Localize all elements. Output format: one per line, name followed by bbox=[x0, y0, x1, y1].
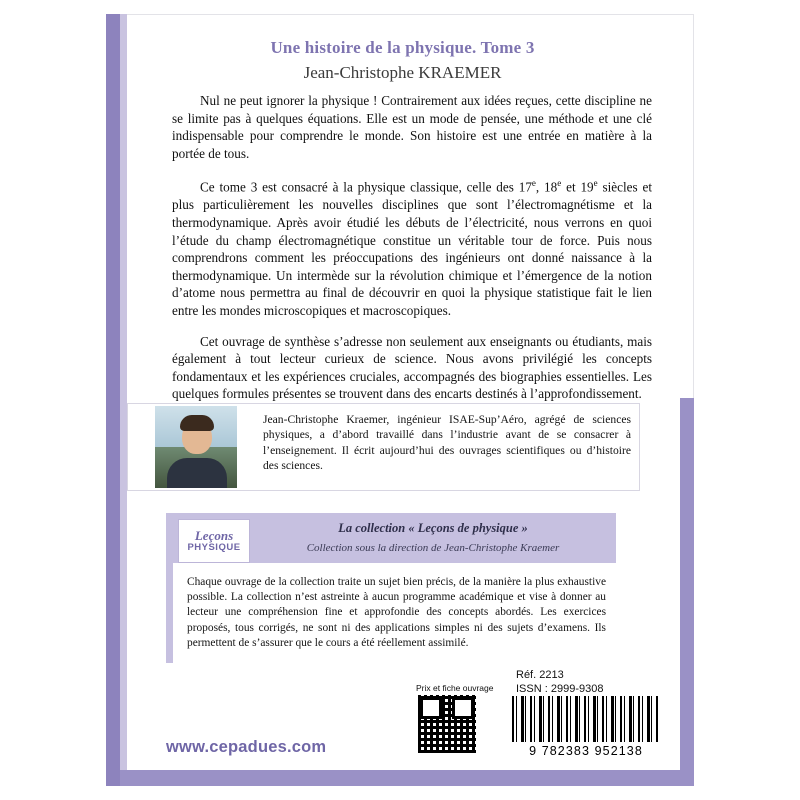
bottom-band bbox=[120, 770, 694, 786]
collection-logo-line1: Leçons bbox=[194, 528, 234, 544]
collection-subtitle: Collection sous la direction de Jean-Christophe Kraemer bbox=[306, 542, 560, 554]
collection-logo-line2: PHYSIQUE bbox=[187, 541, 241, 553]
barcode bbox=[512, 696, 658, 742]
author-bio-text: Jean-Christophe Kraemer, ingénieur ISAE-Sup’Aéro, agrégé de sciences physiques, a d’abord travaillé dans l’industrie avant de se consacrer à l’enseignement. Il écrit aujourd’hui des ouvrages scientifiques ou d’histoire des sciences. bbox=[263, 413, 631, 473]
qr-code[interactable] bbox=[418, 695, 476, 753]
book-title: Une histoire de la physique. Tome 3 bbox=[270, 38, 535, 57]
spine-inner-strip bbox=[120, 14, 127, 786]
blurb-paragraph-3: Cet ouvrage de synthèse s’adresse non seulement aux enseignants ou étudiants, mais également à tout lecteur curieux de science. Nous avons privilégié les concepts fondamentaux et les expériences cruciales, accompagnés des biographies essentielles. Les quelques formules présentes se trouvent dans des encarts destinés à l’approfondissement. bbox=[172, 333, 652, 402]
barcode-number: 9 782383 952138 bbox=[529, 744, 643, 758]
blurb-paragraph-2: Ce tome 3 est consacré à la physique classique, celle des 17e, 18e et 19e siècles et plus particulièrement les nouvelles disciplines que sont l’électromagnétisme et la thermodynamique. Après avoir étudié les débuts de l’électricité, nous verrons en quoi l’étude du champ électromagnétique constitue un véritable tour de force. Puis nous comprendrons comment les préoccupations des ingénieurs ont donné naissance à la thermodynamique. Un intermède sur la révolution chimique et l’émergence de la notion d’atome nous permettra au final de découvrir en quoi la physique statistique fait le lien entre les mondes microscopiques et macroscopiques. bbox=[172, 178, 652, 318]
reference-number: Réf. 2213 bbox=[516, 669, 564, 681]
blurb-text bbox=[172, 92, 652, 403]
author-portrait-photo bbox=[155, 406, 237, 488]
right-edge-strip bbox=[680, 398, 694, 786]
collection-block bbox=[166, 513, 616, 663]
book-author: Jean-Christophe KRAEMER bbox=[303, 63, 502, 82]
issn-number: ISSN : 2999-9308 bbox=[516, 683, 604, 695]
collection-description-box bbox=[166, 563, 616, 663]
publisher-website[interactable]: www.cepadues.com bbox=[166, 738, 327, 756]
blurb-paragraph-1: Nul ne peut ignorer la physique ! Contrairement aux idées reçues, cette discipline ne se limite pas à quelques équations. Elle est un mode de pensée, une méthode et une clé indispensable pour comprendre le monde. Son histoire est une entrée en matière à la portée de tous. bbox=[172, 93, 652, 161]
collection-logo bbox=[178, 519, 250, 563]
spine-strip bbox=[106, 14, 120, 786]
collection-title: La collection « Leçons de physique » bbox=[338, 521, 528, 535]
photo-torso bbox=[167, 458, 227, 488]
photo-hair bbox=[180, 415, 214, 431]
qr-caption: Prix et fiche ouvrage bbox=[416, 683, 494, 693]
collection-description: Chaque ouvrage de la collection traite un sujet bien précis, de la manière la plus exhaustive possible. La collection n’est astreinte à aucun programme académique et vise à donner au lecteur une compréhension fine et approfondie des concepts abordés. Les exercices proposés, tous corrigés, ne sont ni des applications simples ni des sujets d’examens. Ils permettent de s’assurer que le cours a été réellement assimilé. bbox=[187, 576, 606, 649]
